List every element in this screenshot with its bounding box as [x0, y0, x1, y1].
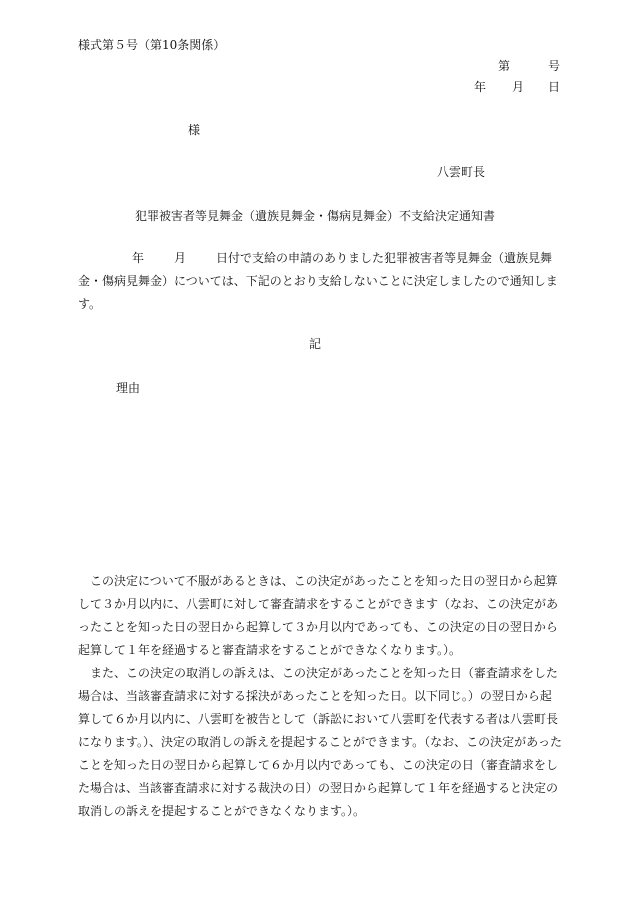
date-month: 月 — [512, 80, 525, 94]
form-number: 様式第５号（第10条関係） — [78, 38, 226, 52]
doc-number-prefix: 第 — [498, 59, 511, 73]
notice-paragraph-2: また、この決定の取消しの訴えは、この決定があったことを知った日（審査請求をした場合は、当該審査請求に対する採決があったことを知った日。以下同じ。）の翌日から起算して６か月以内に、八雲町を被告として（訴訟において八雲町を代表する者は八雲町長になります。）、決定の取消しの訴えを提起することができます。（なお、この決定があったことを知った日の翌日から起算して６か月以内であっても、この決定の日（審査請求をした場合は、当該審査請求に対する裁決の日）の翌日から起算して１年を経過すると決定の取消しの訴えを提起することができなくなります。）。 — [78, 666, 562, 818]
doc-number-suffix: 号 — [548, 59, 561, 73]
notice-paragraph-1: この決定について不服があるときは、この決定があったことを知った日の翌日から起算して３か月以内に、八雲町に対して審査請求をすることができます（なお、この決定があったことを知った日の翌日から起算して３か月以内であっても、この決定の日の翌日から起算して１年を経過すると審査請求をすることができなくなります。）。 — [78, 574, 559, 657]
addressee-suffix: 様 — [188, 123, 201, 137]
sender: 八雲町長 — [437, 165, 486, 179]
reason-label: 理由 — [116, 381, 141, 395]
date-year: 年 — [474, 80, 487, 94]
body-text: 日付で支給の申請のありました犯罪被害者等見舞金（遺族見舞金・傷病見舞金）については、下記のとおり支給しないことに決定しましたので通知します。 — [78, 251, 558, 311]
body-paragraph — [78, 247, 562, 316]
body-date-year: 年 — [132, 251, 145, 265]
body-date-month: 月 — [174, 251, 187, 265]
document-title: 犯罪被害者等見舞金（遺族見舞金・傷病見舞金）不支給決定通知書 — [134, 209, 495, 223]
ki-heading: 記 — [308, 337, 321, 351]
date-day: 日 — [548, 80, 561, 94]
